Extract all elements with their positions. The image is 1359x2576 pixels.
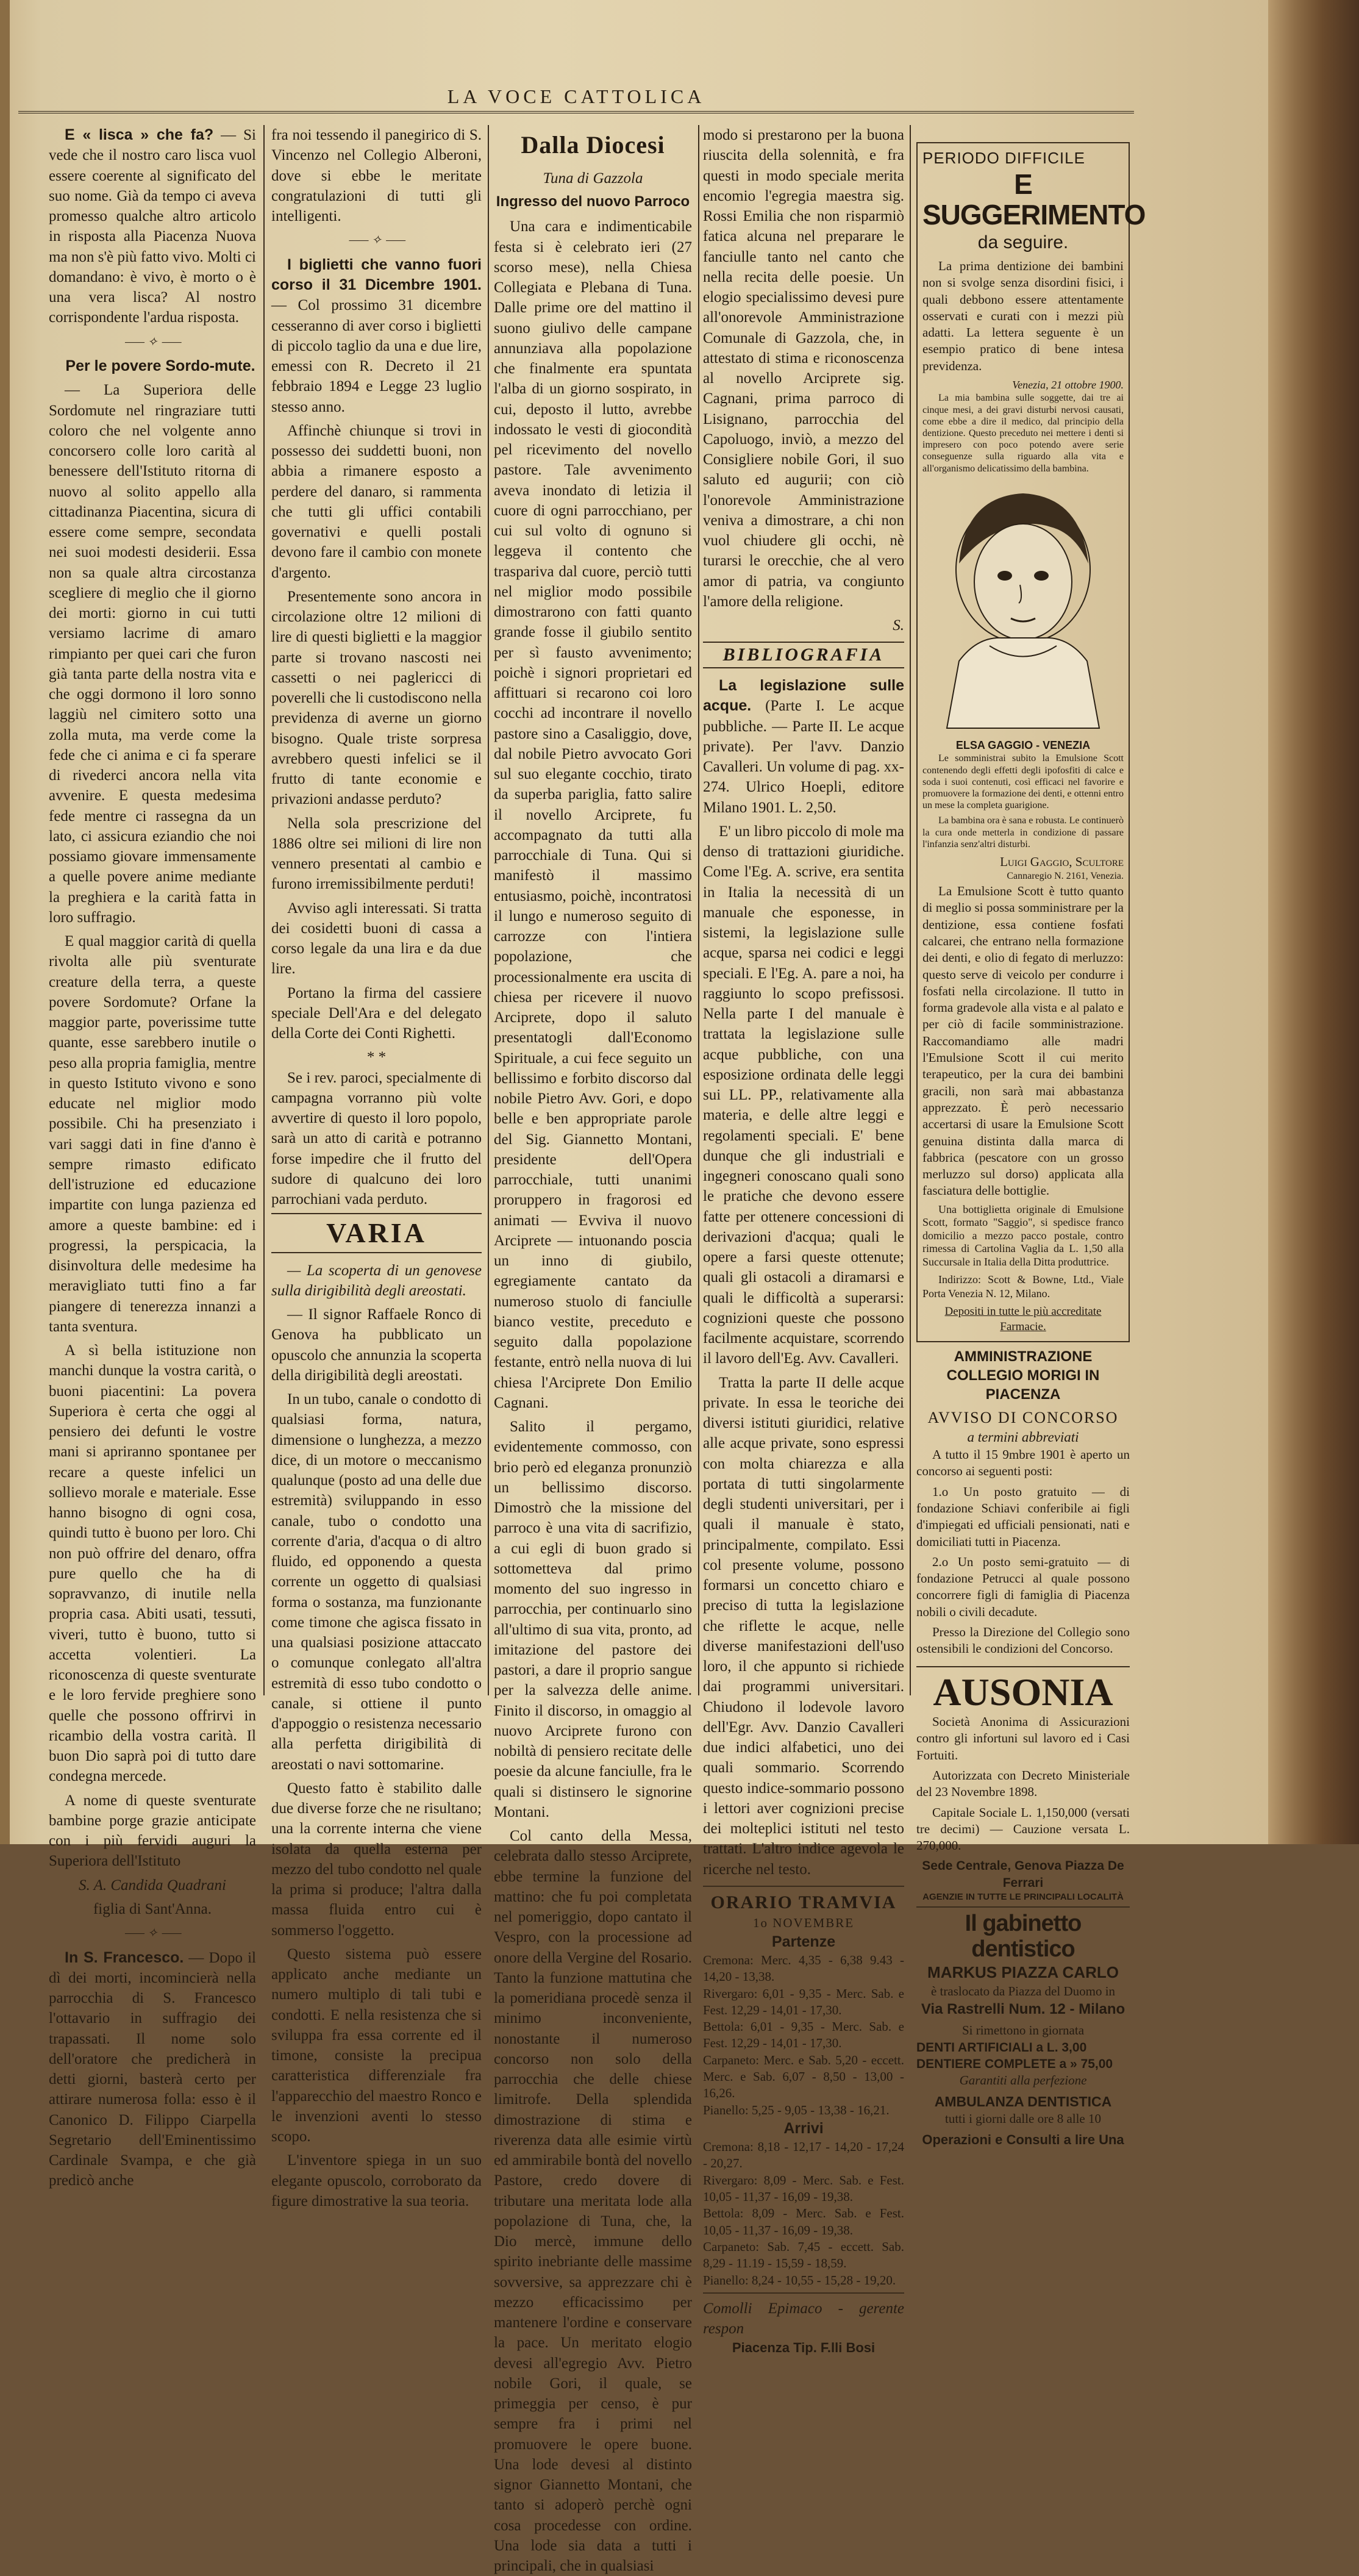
article-paragraph: L'inventore spiega in un suo elegante opuscolo, corroborato da figure dimostrative la sua teoria. xyxy=(271,2152,482,2209)
ad-subheadline: da seguire. xyxy=(977,232,1069,252)
stars-separator: * * xyxy=(366,1049,387,1066)
tram-line: Bettola: 6,01 - 9,35 - Merc. Sab. e Fest. 12,29 - 14,01 - 17,30. xyxy=(703,2019,904,2051)
article-continuation: fra noi tessendo il panegirico di S. Vincenzo nel Collegio Alberoni, dove si ebbe le meritate congratulazioni di tutti gli intelligenti. xyxy=(271,127,482,224)
section-heading-varia: VARIA xyxy=(271,1213,482,1253)
ad-headline: E SUGGERIMENTO xyxy=(922,168,1146,231)
tram-line: Rivergaro: 6,01 - 9,35 - Merc. Sab. e Fest. 12,29 - 14,01 - 17,30. xyxy=(703,1986,904,2017)
ad-paragraph: A tutto il 15 9mbre 1901 è aperto un concorso ai seguenti posti: xyxy=(916,1447,1130,1479)
ad-paragraph: La Emulsione Scott è tutto quanto di meglio si possa somministrare per la dentizione, essa contiene fosfati calcarei, che entrano nella formazione dei denti, e olio di fegato di merluzzo: questo serve di veicolo per condurre i fosfati nella circolazione. Il tutto in forma gradevole alla vista e al palato e per ciò di facile somministrazione. Raccomandiamo alle madri l'Emulsione Scott il cui merito terapeutico, per la cura dei bambini gracili, non sarà mai abbastanza apprezzato. È però necessario accertarsi di usare la Emulsione Scott genuina distinta dalla marca di fabbrica (pescatore con un grosso merluzzo sul dorso) applicata alla fasciatura delle bottiglie. xyxy=(922,884,1124,1198)
article-paragraph: Una cara e indimenticabile festa si è celebrato ieri (27 scorso mese), nella Chiesa Collegiata e Plebana di Tuna. Dalle prime ore del mattino il suono giulivo delle campane annunziava alla popolazione che finalmente era spuntata l'alba di un giorno sospirato, in cui, deposto il lutto, avrebbe indossato le vesti di giocondità pel ricevimento del novello pastore. Tale avvenimento aveva inondato di letizia il cuore di ogni parrocchiano, per cui sul volto di ognuno si leggeva il contento che traspariva dal cuore, perciò tutti nel miglior modo possibile dimostrarono con fatti quanto grande fosse il giubilo sentito per sì fausto avvenimento; poichè i signori proprietari ed affittuari si recarono coi loro cocchi ad incontrare il novello pastore sino a Casaliggio, dove, dal nobile Pietro avvocato Gori sul suo elegante cocchio, tirato da superba pariglia, fatto salire il novello Arciprete, fu accompagnato da tutti alla parrocchiale di Tuna. Qui si manifestò il massimo entusiasmo, poichè, incontratosi il lungo e numeroso seguito di carrozze con l'intiera popolazione, che processionalmente era uscita di chiesa per ricevere il nuovo Arciprete, dopo il saluto presentatogli dall'Economo Spirituale, a cui fece seguito un bellissimo e forbito discorso dal nobile Pietro Avv. Gori, e dopo belle e ben appropriate parole del Sig. Giannetto Montani, presidente dell'Opera parrocchiale, tutti unanimi proruppero in fragorosi ed animati — Evviva il nuovo Arciprete — intuonando poscia un inno di giubilo, egregiamente cantato da numeroso stuolo di fanciulle bianco vestite, preceduto e seguito dalla popolazione festante, entrò nella nuova di lui chiesa l'Arciprete Don Emilio Cagnani. xyxy=(494,218,692,1411)
ad-address: Via Rastrelli Num. 12 - Milano xyxy=(921,2001,1125,2018)
ad-price-line: DENTI ARTIFICIALI a L. 3,00 xyxy=(916,2040,1087,2055)
column-rule xyxy=(488,125,489,1695)
ad-letter-date: Venezia, 21 ottobre 1900. xyxy=(1012,379,1124,392)
article-paragraph: Tratta la parte II delle acque private. In essa le teoriche dei diversi istituti giuridici, relative alle acque private, sono espressi con molta chiarezza e alla portata di tutti singolarmente degli studenti universitari, per i quali il manuale è stato, principalmente, compilato. Essi col presente volume, possono formarsi un concetto chiaro e preciso di tutta la legislazione che riflette le acque, nelle diverse manifestazioni dell'uso loro, il che appunto si richiede dai programmi universitari. Chiudono il lodevole lavoro dell'Egr. Avv. Danzio Cavalleri due indici alfabetici, uno dei quali sommario. Scorrendo questo indice-sommario possono i lettori aver cognizioni precise dei molteplici istituti nel testo trattati. L'altro indice agevola le ricerche nel testo. xyxy=(703,1374,904,1878)
ad-title: Il gabinetto dentistico xyxy=(965,1911,1082,1962)
article-paragraph: A sì bella istituzione non manchi dunque la vostra carità, o buoni piacentini: La povera Superiora è certa che oggi al pensiero dei defunti le vostre mani si apriranno spontanee per recare a queste infelici un sollievo morale e materiale. Esse hanno bisogno di ogni cosa, quindi tutto è buono per loro. Chi non può offrire del denaro, offra pure quello che ha di sopravvanzo, di inutile nella propria casa. Abiti usati, tessuti, viveri, tutto è buono, tutto si accetta volentieri. La riconoscenza di queste sventurate e le loro fervide preghiere sono quelle che possono offrirvi in ricambio della vostra carità. Il buon Dio saprà poi di tutto dare condegna mercede. xyxy=(49,1342,256,1785)
article-title-lisca: E « lisca » che fa? xyxy=(65,126,214,143)
ad-portrait-caption: ELSA GAGGIO - VENEZIA xyxy=(955,739,1091,752)
ad-paragraph: 2.o Un posto semi-gratuito — di fondazione Petrucci al quale possono concorrere figli di famiglia di Piacenza nobili o civili decadute. xyxy=(916,1554,1130,1619)
ad-brand: AUSONIA xyxy=(933,1670,1113,1714)
gerente-line: Comolli Epimaco - gerente respon xyxy=(703,2300,904,2338)
tram-line: Carpaneto: Merc. e Sab. 5,20 - eccett. Merc. e Sab. 6,07 - 8,50 - 13,00 - 16,26. xyxy=(703,2052,904,2101)
ad-emulsione-scott xyxy=(916,142,1146,1342)
ad-paragraph: Società Anonima di Assicurazioni contro gli infortuni sul lavoro ed i Casi Fortuiti. xyxy=(916,1714,1130,1762)
article-title-francesco: In S. Francesco. xyxy=(65,1948,184,1966)
ad-agenzie: AGENZIE IN TUTTE LE PRINCIPALI LOCALITÀ xyxy=(922,1891,1124,1902)
ad-paragraph: La prima dentizione dei bambini non si svolge senza disordini fisici, i quali debbono essere attentamente osservati e curati con i mezzi più adatti. La lettera seguente è un esempio pratico di bene intesa previdenza. xyxy=(922,258,1124,373)
column-3 xyxy=(494,125,692,2575)
ad-paragraph: Presso la Direzione del Collegio sono ostensibili le condizioni del Concorso. xyxy=(916,1625,1130,1656)
ad-kicker: PERIODO DIFFICILE xyxy=(922,149,1085,167)
ad-paragraph: 1.o Un posto gratuito — di fondazione Schiavi conferibile ai figli d'impiegati ed ufficiali pensionati, nati e domiciliati tutti in Piacenza. xyxy=(916,1484,1130,1549)
article-paragraph: E qual maggior carità di quella rivolta alle più sventurate creature della terra, a queste povere Sordomute? Orfane la maggior parte, poverissime tutte quante, esse sarebbero inutile o peso alla propria famiglia, mentre in questo Istituto vivono e sono educate nel miglior modo possibile. Chi ha presenziato i vari saggi dati in fine d'anno è sempre rimasto edificato dell'istruzione ed educazione impartite con lunga pazienza ed amore a queste bambine: ed i progressi, la perspicacia, la disinvoltura delle medesime ha meravigliato tutti fino a far piangere di tenerezza innanzi a tanta sventura. xyxy=(49,933,256,1335)
tram-partenze-label: Partenze xyxy=(771,1933,836,1950)
tram-line: Rivergaro: 8,09 - Merc. Sab. e Fest. 10,05 - 11,37 - 16,09 - 19,38. xyxy=(703,2172,904,2205)
ornament-separator: ⸺ ✧ ⸺ xyxy=(123,335,182,349)
ad-ambulanza: AMBULANZA DENTISTICA xyxy=(934,2093,1112,2109)
ad-consulti: Operazioni e Consulti a lire Una xyxy=(922,2131,1124,2147)
article-paragraph: Questo fatto è stabilito dalle due diverse forze che ne risultano; una la corrente interna che viene isolata da quella esterna per mezzo del tubo condotto nel quale la prima si produce; l'altra dalla massa fluida entro cui è sommerso l'oggetto. xyxy=(271,1780,482,1939)
tram-line: Bettola: 8,09 - Merc. Sab. e Fest. 10,05 - 11,37 - 16,09 - 19,38. xyxy=(703,2206,904,2238)
ad-avviso-sub: a termini abbreviati xyxy=(967,1429,1079,1445)
article-paragraph: Nella sola prescrizione del 1886 oltre sei milioni di lire non vennero presentati al cambio e furono irremissibilmente perduti! xyxy=(271,815,482,893)
ad-letter-text: La mia bambina sulle soggette, dai tre ai cinque mesi, a dei gravi disturbi nervosi causati, come ebbe a dire il medico, dal principio della dentizione. Questo preceduto nei mettere i denti si impresero con poco potendo avere serie conseguenze sulla riguardo alla vita e all'organismo delicatissimo della bambina. xyxy=(922,393,1124,474)
column-5-ads xyxy=(916,125,1146,2147)
book-binding xyxy=(1268,0,1359,1844)
tram-departures xyxy=(703,1952,904,2119)
printer-line: Piacenza Tip. F.lli Bosi xyxy=(732,2340,876,2356)
ad-guarantee: Garantiti alla perfezione xyxy=(959,2073,1087,2088)
ornament-separator: ⸺ ✧ ⸺ xyxy=(348,234,405,248)
masthead: LA VOCE CATTOLICA xyxy=(447,85,705,107)
signature-line: figlia di Sant'Anna. xyxy=(93,1900,212,1917)
ad-address: Indirizzo: Scott & Bowne, Ltd., Viale Porta Venezia N. 12, Milano. xyxy=(922,1273,1124,1300)
article-title-biglietti: I biglietti che vanno fuori corso il 31 Dicembre 1901. xyxy=(271,256,482,294)
article-paragraph: Presentemente sono ancora in circolazione oltre 12 milioni di lire di questi biglietti e la maggior parte si trovano nascosti nei cassetti o nei paglericci di poverelli che li custodiscono nella previdenza di averne un giorno bisogno. Quale triste sorpresa avrebbero questi infelici se il frutto di tante economie e privazioni andasse perduto? xyxy=(271,588,482,808)
ad-sede: Sede Centrale, Genova Piazza De Ferrari xyxy=(922,1859,1124,1890)
article-paragraph: Questo sistema può essere applicato anche mediante un numero multiplo di tali tubi e condotti. E nella resistenza che si sviluppa fra essa corrente ed il timone, consiste la precipua caratteristica differenziale fra l'apparecchio del maestro Ronco e le invenzioni aventi lo stesso scopo. xyxy=(271,1945,482,2145)
article-text: — Si vede che il nostro caro lisca vuol essere coerente al significato del suo nome. Già da tempo ci aveva promesso qualche altro articolo in risposta alla Piacenza Nuova ma non s'è più fatto vivo. Molti ci domandano: è vivo, è morto o è una vera lisca? Al nostro corrispondente l'ardua risposta. xyxy=(49,127,256,326)
tram-line: Cremona: 8,18 - 12,17 - 14,20 - 17,24 - 20,27. xyxy=(703,2139,904,2171)
article-text: — Col prossimo 31 dicembre cesseranno di aver corso i biglietti di piccolo taglio da una e due lire, emessi con R. Decreto il 21 febbraio 1894 e Legge 23 luglio stesso anno. xyxy=(271,297,482,415)
article-paragraph: — La Superiora delle Sordomute nel ringraziare tutti coloro che nel volgente anno concorsero colle loro carità al benessere dell'Istituto ritorna di nuovo al solito appello alla cittadinanza Piacentina, sicura di essere come sempre, secondata nei suoi modesti desiderii. Essa non sa quale altra circostanza scegliere di meglio che il giorno dei morti: giorno in cui tutti versiamo lacrime di amaro rimpianto per quei cari che furon già tanta parte della nostra vita e che oggi dormono il loro sonno laggiù nel cimitero sotto una zolla muta, ma verde come la fede che ci anima e ci fa sperare di rivederci ancora nella vita avvenire. E questa medesima fede mentre ci rassegna da un lato, ci assicura eziandio che noi possiamo giovare immensamente a quelle povere anime mediante la preghiera e la carità fatta in loro suffragio. xyxy=(49,382,256,926)
tram-arrivals xyxy=(703,2139,904,2289)
tram-line: Carpaneto: Sab. 7,45 - eccett. Sab. 8,29 - 11.19 - 15,59 - 18,59. xyxy=(703,2239,904,2271)
article-text: — Dopo il dì dei morti, incomincierà nella parrocchia di S. Francesco l'ottavario in suffragio dei trapassati. Il nome solo dell'oratore che predicherà in detti giorni, basterà certo per attirare numerosa folla: esso è il Canonico D. Filippo Ciarpella Segretario dell'Eminentissimo Cardinale Svampa, e che già predicò anche xyxy=(49,1949,256,2189)
column-rule xyxy=(698,125,699,1695)
ad-letter-signature: Luigi Gaggio, Scultore xyxy=(1000,854,1124,869)
column-rule xyxy=(910,125,911,1695)
ad-collegio-morigi xyxy=(916,1342,1130,1667)
tram-title: ORARIO TRAMVIA xyxy=(710,1892,897,1912)
section-heading-diocesi: Dalla Diocesi xyxy=(521,131,665,159)
ad-letter-text: La bambina ora è sana e robusta. Le continuerò la cura onde metterla in condizione di passare l'infanzia senz'altri disturbi. xyxy=(922,815,1124,850)
dateline: Tuna di Gazzola xyxy=(543,170,643,187)
article-subhead: Ingresso del nuovo Parroco xyxy=(496,193,690,210)
column-1 xyxy=(49,125,256,2189)
article-paragraph: — Il signor Raffaele Ronco di Genova ha pubblicato un opuscolo che annunzia la scoperta della dirigibilità degli areostati. xyxy=(271,1306,482,1384)
ad-paragraph: Si rimettono in giornata xyxy=(961,2023,1085,2038)
tram-line: Pianello: 8,24 - 10,55 - 15,28 - 19,20. xyxy=(703,2272,896,2288)
ad-gabinetto-dentistico xyxy=(916,1908,1130,2152)
ad-hours: tutti i giorni dalle ore 8 alle 10 xyxy=(944,2111,1102,2127)
ad-dentist-name: MARKUS PIAZZA CARLO xyxy=(927,1963,1119,1982)
article-paragraph: Portano la firma del cassiere speciale Dell'Ara e del delegato della Corte dei Conti Righetti. xyxy=(271,984,482,1042)
signature: S. A. Candida Quadrani xyxy=(79,1877,226,1894)
ad-letter-address: Cannaregio N. 2161, Venezia. xyxy=(1007,871,1124,882)
ad-paragraph: Una bottiglietta originale di Emulsione Scott, formato "Saggio", si spedisce franco domicilio a mezzo pacco postale, contro rimessa di Cartolina Vaglia da L. 1,50 alla Succursale in Italia della Ditta produttrice. xyxy=(922,1203,1124,1268)
ornament-separator: ⸺ ✧ ⸺ xyxy=(123,1927,182,1941)
signature: S. xyxy=(893,617,904,634)
ad-paragraph: è traslocato da Piazza del Duomo in xyxy=(930,1983,1116,1998)
ad-title: AMMINISTRAZIONE COLLEGIO MORIGI IN PIACENZA xyxy=(946,1348,1100,1403)
tram-date: 1o NOVEMBRE xyxy=(752,1915,855,1930)
left-page-edge xyxy=(0,0,10,1844)
ad-letter-text: Le somministrai subito la Emulsione Scott contenendo degli effetti degli ipofosfiti di calce e soda i suoi contenuti, così efficaci nel favorire e promuovere la formazione dei denti, e ottenni entro un mese la completa guarigione. xyxy=(922,753,1124,811)
ad-price-line: DENTIERE COMPLETE a » 75,00 xyxy=(916,2056,1113,2071)
article-paragraph: Se i rev. paroci, specialmente di campagna vorranno più volte avvertire di questo il loro popolo, sarà un atto di carità e potranno forse impedire che il frutto del sudore di qualcuno dei loro parrochiani vada perduto. xyxy=(271,1069,482,1208)
ad-footer: Depositi in tutte le più accreditate Farmacie. xyxy=(944,1305,1102,1334)
section-heading-bibliografia: BIBLIOGRAFIA xyxy=(703,642,904,668)
article-paragraph: In un tubo, canale o condotto di qualsiasi forma, natura, dimensione o lunghezza, a mezzo dice, di un motore o meccanismo qualunque (posto ad una delle due estremità) sviluppando in esso canale, tubo o condotto una corrente d'aria, d'acqua o di altro fluido, ed opponendo a questa corrente un oggetto di qualsiasi forma o sostanza, ma funzionante come timone che agisca fissato in una qualsiasi posizione attaccato o comunque conlegato all'altra estremità di esso tubo condotto o canale, si ottiene il punto d'appoggio o resistenza necessario alla perfetta dirigibilità di areostati o navi sottomarine. xyxy=(271,1391,482,1773)
article-subtitle: — La scoperta di un genovese sulla dirigibilità degli areostati. xyxy=(271,1262,482,1299)
article-paragraph: A nome di queste sventurate bambine porge grazie anticipate con i più fervidi auguri la Superiora dell'Istituto xyxy=(49,1792,256,1870)
child-portrait-illustration xyxy=(922,478,1124,734)
article-text: (Parte I. Le acque pubbliche. — Parte II. Le acque private). Per l'avv. Danzio Cavalleri. Un volume di pag. xx-274. Ulrico Hoepli, editore Milano 1901. L. 2,50. xyxy=(703,698,904,816)
column-rule xyxy=(263,125,265,1695)
ad-ausonia xyxy=(916,1667,1130,1908)
tram-line: Cremona: Merc. 4,35 - 6,38 9.43 - 14,20 - 13,38. xyxy=(703,1952,904,1984)
tram-arrivi-label: Arrivi xyxy=(783,2119,824,2137)
article-paragraph: E' un libro piccolo di mole ma denso di trattazioni giuridiche. Come l'Eg. A. scrive, era sentita in Italia la necessità di un manuale che esponesse, in sistemi, la legislazione sulle acque, sparsa nei codici e leggi speciali. E l'Eg. A. pare a noi, ha raggiunto lo scopo prefissosi. Nella parte I del manuale è trattata la legislazione sulle acque pubbliche, con una esposizione ordinata delle leggi sui LL. PP., relativamente alla materia, e delle altre leggi e regolamenti speciali. E' bene dunque che gli industriali e ingegneri conoscano quali sono le pratiche che devono essere fatte per ottenere concessioni di derivazioni d'acqua; quali le opere a farsi queste ottenute; quali gli ostacoli a diramarsi e quali le difficoltà a superarsi: cognizioni queste che possono facilmente acquistare, scorrendo il lavoro dell'Eg. Avv. Cavalleri. xyxy=(703,823,904,1367)
article-paragraph: Avviso agli interessati. Si tratta dei cosidetti buoni di cassa a corso legale da una lira e da due lire. xyxy=(271,900,482,978)
article-paragraph: Affinchè chiunque si trovi in possesso dei suddetti buoni, non abbia a rimanere esposto a perdere del danaro, si rammenta che tutti gli uffici contabili governativi e quelli postali devono fare il cambio con monete d'argento. xyxy=(271,422,482,581)
tram-line: Pianello: 5,25 - 9,05 - 13,38 - 16,21. xyxy=(703,2102,890,2117)
column-4 xyxy=(703,125,904,2356)
tram-timetable xyxy=(703,1886,904,2294)
article-title-sordomute: Per le povere Sordo-mute. xyxy=(65,357,255,375)
ad-avviso: AVVISO DI CONCORSO xyxy=(927,1409,1119,1427)
column-2 xyxy=(271,125,482,2209)
article-continuation: modo si prestarono per la buona riuscita della solennità, e fra questi in modo speciale merita encomio l'egregia maestra sig. Rossi Emilia che non risparmiò fatica alcuna nel preparare le fanciulle tanto nel canto che nella recita delle poesie. Un elogio specialissimo devesi pure all'onorevole Amministrazione Comunale di Gazzola, che, in attestato di stima e riconoscenza al novello Arciprete sig. Cagnani, prima parroco di Lisignano, parrocchia del Capoluogo, inviò, a mezzo del Consigliere nobile Gori, il suo saluto ed augurii; con ciò l'onorevole Amministrazione veniva a dimostrare, a chi non vuol chiudere gli occhi, nè turarsi le orecchie, che al vero amor di patria, va congiunto l'amore della religione. xyxy=(703,127,904,610)
article-paragraph: Col canto della Messa, celebrata dallo stesso Arciprete, ebbe termine la funzione del mattino: che fu poi completata nel pomeriggio, dopo cantato il Vespro, con la processione ad onore della Vergine del Rosario. Tanto la funzione mattutina che la pomeridiana procedè senza il minimo inconveniente, nonostante il numeroso concorso non solo della parrocchia che delle chiese limitrofe. Della splendida dimostrazione di stima e riverenza data alle esimie virtù ed ammirabile bontà del novello Pastore, credo dovere di tributare una meritata lode alla popolazione di Tuna, che, la Dio mercè, immune dello spirito inebriante delle massime sovversive, sa apprezzare chi è mezzo efficacissimo per mantenere l'ordine e conservare la pace. Un meritato elogio devesi all'egregio Avv. Pietro nobile Gori, il quale, se primeggia per censo, è pur sempre fra i primi nel promuovere le opere buone. Una lode devesi al distinto signor Giannetto Montani, che tanto si adoperò perchè ogni cosa procedesse con ordine. Una lode sia data a tutti i principali, che in qualsiasi xyxy=(494,1828,692,2575)
book-title: La legislazione sulle acque. xyxy=(703,677,904,715)
ad-paragraph: Capitale Sociale L. 1,150,000 (versati tre decimi) — Cauzione versata L. 270,000. xyxy=(916,1805,1130,1853)
masthead-rule xyxy=(18,111,1134,113)
ad-paragraph: Autorizzata con Decreto Ministeriale del 23 Novembre 1898. xyxy=(916,1767,1130,1800)
article-paragraph: Salito il pergamo, evidentemente commosso, con brio però ed eleganza pronunziò un bellissimo discorso. Dimostrò che la missione del parroco è una vita di sacrifizio, a cui egli di buon grado si sottometteva dal primo momento del suo ingresso in parrocchia, per continuarlo sino all'ultimo di sua vita, pronto, ad imitazione del pastore dei pastori, a dare il proprio sangue per la salvezza delle anime. Finito il discorso, in omaggio al nuovo Arciprete furono con nobiltà di pensiero recitate delle poesie da alcune fanciulle, fra le quali si distinsero le signorine Montani. xyxy=(494,1419,692,1820)
